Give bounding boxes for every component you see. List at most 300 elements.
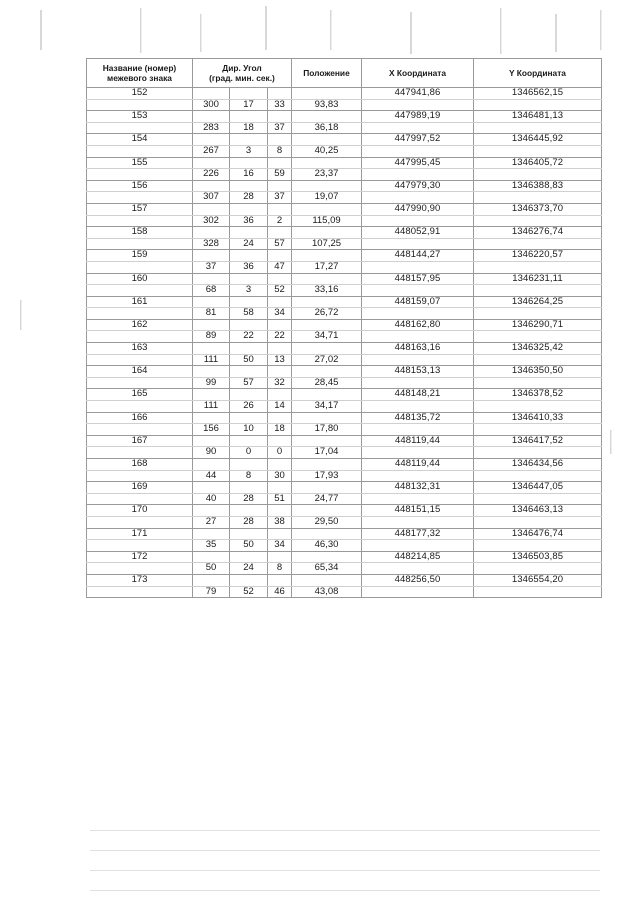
empty-cell [230,528,268,540]
empty-cell [474,540,602,552]
empty-cell [474,354,602,366]
point-y: 1346373,70 [474,203,602,215]
angle-seconds: 38 [268,516,292,528]
empty-cell [87,540,193,552]
angle-degrees: 267 [193,145,230,157]
empty-cell [193,389,230,401]
angle-degrees: 111 [193,354,230,366]
point-y: 1346562,15 [474,88,602,100]
table-row-segment [87,516,602,528]
empty-cell [87,215,193,227]
empty-cell [230,505,268,517]
point-y: 1346410,33 [474,412,602,424]
point-x: 447990,90 [362,203,474,215]
empty-cell [230,389,268,401]
angle-seconds: 2 [268,215,292,227]
empty-cell [292,366,362,378]
table-header-row [87,59,602,88]
empty-cell [362,285,474,297]
angle-minutes: 36 [230,261,268,273]
angle-degrees: 90 [193,447,230,459]
table-row-point [87,459,602,471]
angle-minutes: 10 [230,424,268,436]
table-row-segment [87,493,602,505]
empty-cell [268,459,292,471]
angle-degrees: 40 [193,493,230,505]
empty-cell [268,227,292,239]
table-row-point [87,574,602,586]
angle-minutes: 0 [230,447,268,459]
empty-cell [87,470,193,482]
table-row-segment [87,145,602,157]
empty-cell [268,250,292,262]
empty-cell [87,261,193,273]
empty-cell [474,238,602,250]
empty-cell [87,122,193,134]
empty-cell [193,227,230,239]
empty-cell [474,285,602,297]
angle-degrees: 68 [193,285,230,297]
empty-cell [230,157,268,169]
empty-cell [87,377,193,389]
empty-cell [362,261,474,273]
point-x: 448119,44 [362,435,474,447]
segment-length: 93,83 [292,99,362,111]
empty-cell [474,145,602,157]
table-row-point [87,273,602,285]
point-name: 156 [87,180,193,192]
table-row-point [87,366,602,378]
angle-seconds: 46 [268,586,292,598]
point-x: 447995,45 [362,157,474,169]
angle-seconds: 34 [268,308,292,320]
point-name: 155 [87,157,193,169]
empty-cell [292,319,362,331]
angle-degrees: 79 [193,586,230,598]
angle-seconds: 22 [268,331,292,343]
point-y: 1346503,85 [474,551,602,563]
table-row-point [87,296,602,308]
empty-cell [474,493,602,505]
empty-cell [362,493,474,505]
empty-cell [362,308,474,320]
angle-seconds: 30 [268,470,292,482]
empty-cell [292,157,362,169]
angle-minutes: 50 [230,540,268,552]
empty-cell [193,88,230,100]
point-name: 172 [87,551,193,563]
point-name: 159 [87,250,193,262]
angle-minutes: 26 [230,401,268,413]
empty-cell [292,412,362,424]
empty-cell [87,308,193,320]
point-x: 448135,72 [362,412,474,424]
angle-minutes: 3 [230,285,268,297]
empty-cell [292,435,362,447]
point-y: 1346231,11 [474,273,602,285]
point-y: 1346481,13 [474,111,602,123]
angle-degrees: 37 [193,261,230,273]
empty-cell [230,551,268,563]
point-name: 153 [87,111,193,123]
angle-seconds: 33 [268,99,292,111]
empty-cell [230,273,268,285]
empty-cell [292,343,362,355]
angle-degrees: 283 [193,122,230,134]
header-direction-angle [193,59,292,88]
point-y: 1346417,52 [474,435,602,447]
empty-cell [292,273,362,285]
point-name: 167 [87,435,193,447]
angle-degrees: 44 [193,470,230,482]
angle-seconds: 57 [268,238,292,250]
table-row-segment [87,261,602,273]
table-row-point [87,250,602,262]
table-row-segment [87,540,602,552]
table-row-point [87,157,602,169]
angle-degrees: 35 [193,540,230,552]
empty-cell [268,296,292,308]
empty-cell [87,563,193,575]
point-y: 1346350,50 [474,366,602,378]
empty-cell [193,551,230,563]
table-row-segment [87,354,602,366]
table-row-point [87,134,602,146]
empty-cell [268,180,292,192]
point-y: 1346463,13 [474,505,602,517]
point-x: 447997,52 [362,134,474,146]
empty-cell [230,227,268,239]
empty-cell [268,435,292,447]
point-y: 1346554,20 [474,574,602,586]
angle-seconds: 13 [268,354,292,366]
table-row-point [87,389,602,401]
empty-cell [193,412,230,424]
empty-cell [230,435,268,447]
segment-length: 27,02 [292,354,362,366]
empty-cell [268,389,292,401]
segment-length: 34,71 [292,331,362,343]
boundary-points-table [86,58,602,598]
table-row-point [87,435,602,447]
segment-length: 107,25 [292,238,362,250]
empty-cell [193,296,230,308]
empty-cell [87,192,193,204]
point-x: 448159,07 [362,296,474,308]
angle-seconds: 14 [268,401,292,413]
empty-cell [292,574,362,586]
table-row-segment [87,586,602,598]
point-x: 448153,13 [362,366,474,378]
empty-cell [193,459,230,471]
point-x: 448177,32 [362,528,474,540]
empty-cell [362,99,474,111]
point-name: 154 [87,134,193,146]
empty-cell [193,574,230,586]
angle-degrees: 27 [193,516,230,528]
table-row-point [87,482,602,494]
segment-length: 34,17 [292,401,362,413]
table-row-segment [87,192,602,204]
segment-length: 17,27 [292,261,362,273]
empty-cell [193,250,230,262]
segment-length: 115,09 [292,215,362,227]
point-y: 1346447,05 [474,482,602,494]
angle-seconds: 34 [268,540,292,552]
angle-minutes: 28 [230,192,268,204]
point-y: 1346264,25 [474,296,602,308]
empty-cell [193,180,230,192]
segment-length: 19,07 [292,192,362,204]
segment-length: 17,04 [292,447,362,459]
table-row-segment [87,447,602,459]
empty-cell [193,111,230,123]
empty-cell [362,377,474,389]
angle-seconds: 37 [268,192,292,204]
point-x: 447979,30 [362,180,474,192]
point-y: 1346434,56 [474,459,602,471]
empty-cell [474,516,602,528]
empty-cell [474,447,602,459]
empty-cell [230,203,268,215]
empty-cell [193,528,230,540]
point-y: 1346290,71 [474,319,602,331]
point-x: 448132,31 [362,482,474,494]
point-y: 1346388,83 [474,180,602,192]
empty-cell [193,319,230,331]
angle-degrees: 89 [193,331,230,343]
point-name: 158 [87,227,193,239]
empty-cell [362,354,474,366]
empty-cell [87,238,193,250]
segment-length: 40,25 [292,145,362,157]
table-row-segment [87,215,602,227]
angle-degrees: 156 [193,424,230,436]
empty-cell [230,180,268,192]
empty-cell [268,574,292,586]
empty-cell [362,563,474,575]
table-row-segment [87,99,602,111]
empty-cell [292,203,362,215]
empty-cell [268,482,292,494]
angle-degrees: 300 [193,99,230,111]
empty-cell [474,563,602,575]
empty-cell [292,180,362,192]
empty-cell [268,551,292,563]
segment-length: 23,37 [292,169,362,181]
empty-cell [362,401,474,413]
angle-seconds: 8 [268,145,292,157]
empty-cell [230,366,268,378]
point-x: 448162,80 [362,319,474,331]
header-length: Положение [292,59,362,88]
empty-cell [268,505,292,517]
empty-cell [474,122,602,134]
point-x: 447989,19 [362,111,474,123]
empty-cell [230,459,268,471]
point-x: 448157,95 [362,273,474,285]
angle-seconds: 8 [268,563,292,575]
empty-cell [268,528,292,540]
empty-cell [362,586,474,598]
header-y-coordinate: Y Координата [474,59,602,88]
empty-cell [268,134,292,146]
empty-cell [362,238,474,250]
angle-minutes: 24 [230,238,268,250]
angle-seconds: 37 [268,122,292,134]
table-row-segment [87,377,602,389]
angle-minutes: 18 [230,122,268,134]
angle-minutes: 24 [230,563,268,575]
empty-cell [268,343,292,355]
empty-cell [292,551,362,563]
empty-cell [193,505,230,517]
angle-minutes: 58 [230,308,268,320]
table-row-point [87,111,602,123]
empty-cell [87,586,193,598]
point-name: 164 [87,366,193,378]
empty-cell [87,354,193,366]
point-name: 168 [87,459,193,471]
empty-cell [230,250,268,262]
angle-seconds: 47 [268,261,292,273]
point-x: 448119,44 [362,459,474,471]
table-row-segment [87,285,602,297]
angle-degrees: 111 [193,401,230,413]
point-x: 448214,85 [362,551,474,563]
empty-cell [87,285,193,297]
point-x: 447941,86 [362,88,474,100]
angle-minutes: 28 [230,493,268,505]
point-name: 170 [87,505,193,517]
empty-cell [87,401,193,413]
empty-cell [362,122,474,134]
table-row-point [87,319,602,331]
empty-cell [87,331,193,343]
segment-length: 17,80 [292,424,362,436]
empty-cell [268,366,292,378]
angle-minutes: 16 [230,169,268,181]
empty-cell [362,169,474,181]
point-y: 1346476,74 [474,528,602,540]
empty-cell [230,412,268,424]
empty-cell [474,192,602,204]
empty-cell [474,308,602,320]
segment-length: 43,08 [292,586,362,598]
empty-cell [362,540,474,552]
empty-cell [292,482,362,494]
empty-cell [362,447,474,459]
empty-cell [230,574,268,586]
point-name: 171 [87,528,193,540]
empty-cell [474,261,602,273]
table-row-point [87,505,602,517]
header-angle-units: (град. мин. сек.) [209,73,275,83]
empty-cell [230,343,268,355]
empty-cell [230,296,268,308]
empty-cell [230,482,268,494]
empty-cell [292,111,362,123]
segment-length: 65,34 [292,563,362,575]
empty-cell [268,88,292,100]
empty-cell [193,482,230,494]
angle-seconds: 51 [268,493,292,505]
point-x: 448052,91 [362,227,474,239]
empty-cell [292,528,362,540]
empty-cell [362,470,474,482]
table-row-segment [87,238,602,250]
empty-cell [268,412,292,424]
point-y: 1346276,74 [474,227,602,239]
empty-cell [474,331,602,343]
table-row-segment [87,401,602,413]
angle-degrees: 99 [193,377,230,389]
angle-minutes: 28 [230,516,268,528]
point-y: 1346405,72 [474,157,602,169]
empty-cell [474,401,602,413]
point-x: 448256,50 [362,574,474,586]
empty-cell [230,111,268,123]
table-row-segment [87,308,602,320]
segment-length: 29,50 [292,516,362,528]
angle-degrees: 307 [193,192,230,204]
table-row-segment [87,122,602,134]
table-row-segment [87,470,602,482]
angle-seconds: 18 [268,424,292,436]
empty-cell [193,157,230,169]
empty-cell [292,389,362,401]
point-y: 1346220,57 [474,250,602,262]
empty-cell [292,227,362,239]
table-row-segment [87,331,602,343]
empty-cell [292,505,362,517]
table-row-point [87,343,602,355]
empty-cell [268,203,292,215]
angle-minutes: 22 [230,331,268,343]
header-angle-title: Дир. Угол [222,63,262,73]
angle-minutes: 8 [230,470,268,482]
angle-seconds: 32 [268,377,292,389]
point-name: 160 [87,273,193,285]
table-row-segment [87,169,602,181]
empty-cell [193,366,230,378]
point-name: 162 [87,319,193,331]
segment-length: 46,30 [292,540,362,552]
table-row-point [87,203,602,215]
point-name: 165 [87,389,193,401]
empty-cell [87,447,193,459]
empty-cell [193,134,230,146]
empty-cell [474,586,602,598]
angle-seconds: 52 [268,285,292,297]
empty-cell [87,516,193,528]
empty-cell [230,88,268,100]
segment-length: 28,45 [292,377,362,389]
empty-cell [193,203,230,215]
empty-cell [362,192,474,204]
table-row-point [87,412,602,424]
empty-cell [268,157,292,169]
point-y: 1346378,52 [474,389,602,401]
empty-cell [268,319,292,331]
segment-length: 24,77 [292,493,362,505]
table-row-point [87,551,602,563]
point-name: 152 [87,88,193,100]
angle-degrees: 81 [193,308,230,320]
point-name: 166 [87,412,193,424]
table-row-point [87,88,602,100]
empty-cell [474,169,602,181]
